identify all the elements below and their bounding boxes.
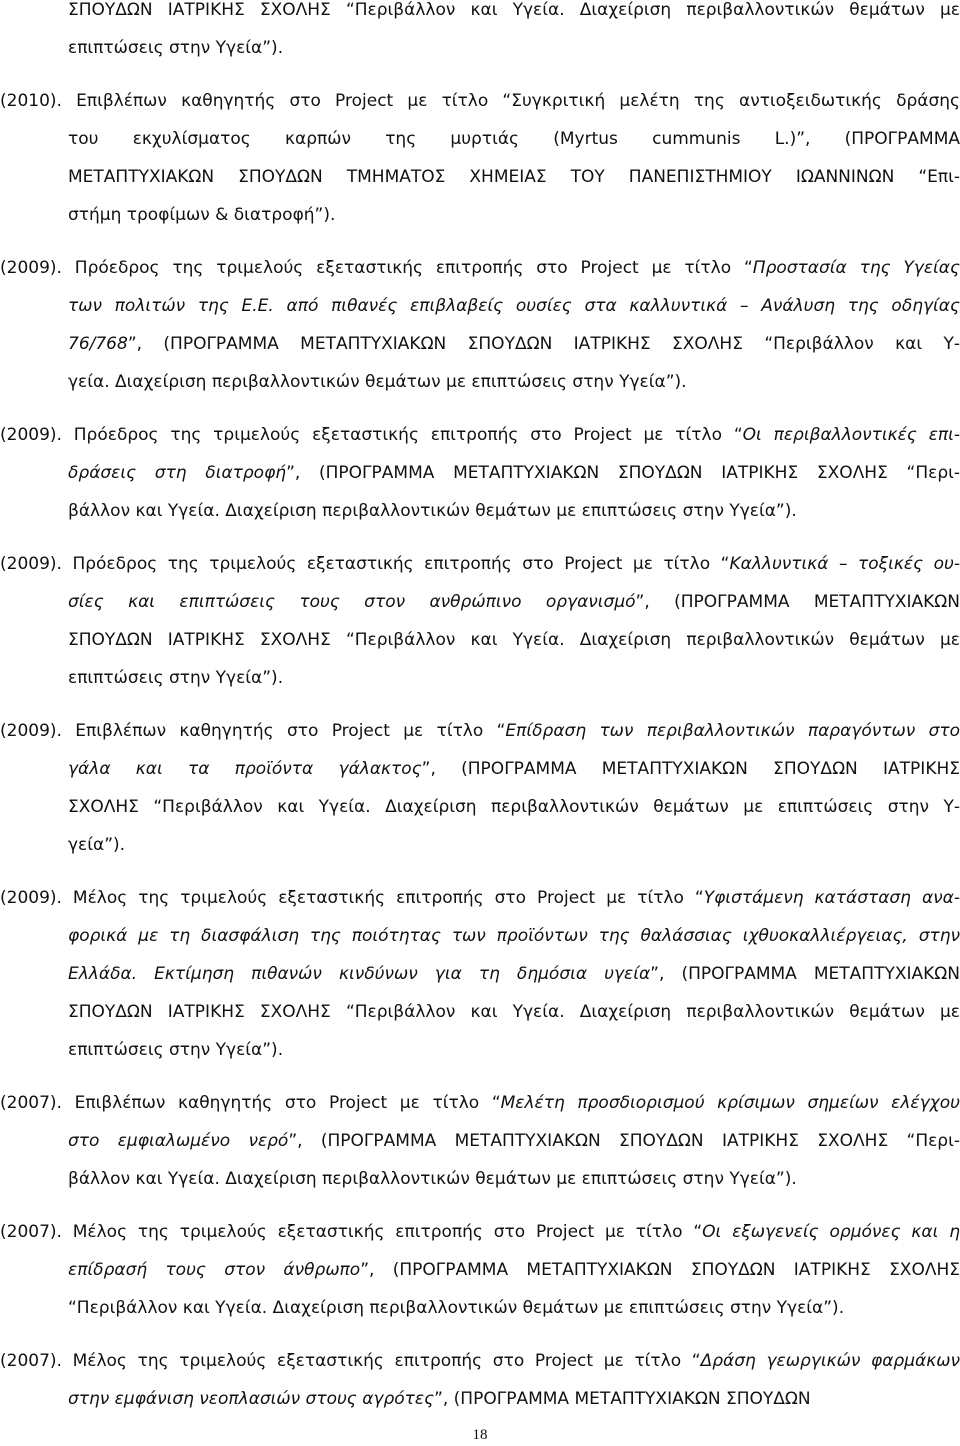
text-line [68,1380,960,1418]
text-line [68,196,960,234]
italic-title-text: Δράση γεωργικών φαρμάκων [700,1351,960,1371]
text-line [68,120,960,158]
text-line [68,363,960,401]
italic-title-text: στην εμφάνιση νεοπλασιών στους αγρότες [68,1389,435,1409]
italic-title-text: των πολιτών της Ε.Ε. από πιθανές επιβλαβείς ουσίες στα καλλυντικά – Ανάλυση της οδηγίας [68,296,960,316]
cv-entry [0,1342,960,1418]
text-run: (2007). Μέλος της τριμελούς εξεταστικής επιτροπής στο Project με τίτλο “ [0,1222,703,1242]
italic-title-text: Επίδραση των περιβαλλοντικών παραγόντων στο [505,721,960,741]
text-run: του εκχυλίσματος καρπών της μυρτιάς (Myrtus cummunis L.)”, (ΠΡΟΓΡΑΜΜΑ [68,129,960,149]
italic-title-text: Ελλάδα. Εκτίμηση πιθανών κινδύνων για τη δημόσια υγεία [68,964,651,984]
cv-entry [0,416,960,530]
text-run: ΜΕΤΑΠΤΥΧΙΑΚΩΝ ΣΠΟΥΔΩΝ ΤΜΗΜΑΤΟΣ ΧΗΜΕΙΑΣ ΤΟΥ ΠΑΝΕΠΙΣΤΗΜΙΟΥ ΙΩΑΝΝΙΝΩΝ “Επι- [68,167,960,187]
text-run: (2010). Επιβλέπων καθηγητής στο Project με τίτλο “Συγκριτική μελέτη της αντιοξειδωτικής δράσης [0,91,960,111]
text-run: “Περιβάλλον και Υγεία. Διαχείριση περιβαλλοντικών θεμάτων με επιπτώσεις στην Υγεία”). [68,1298,845,1318]
text-line [68,621,960,659]
text-line [68,1122,960,1160]
text-run: επιπτώσεις στην Υγεία”). [68,1040,284,1060]
cv-entry [0,879,960,1069]
text-line [68,583,960,621]
cv-entry [0,1213,960,1327]
text-run: ”, (ΠΡΟΓΡΑΜΜΑ ΜΕΤΑΠΤΥΧΙΑΚΩΝ ΣΠΟΥΔΩΝ ΙΑΤΡΙΚΗΣ ΣΧΟΛΗΣ “Περι- [288,1131,960,1151]
text-run: (2009). Πρόεδρος της τριμελούς εξεταστικής επιτροπής στο Project με τίτλο “ [0,258,753,278]
text-run: ΣΠΟΥΔΩΝ ΙΑΤΡΙΚΗΣ ΣΧΟΛΗΣ “Περιβάλλον και Υγεία. Διαχείριση περιβαλλοντικών θεμάτων με [68,630,960,650]
text-line [68,1160,960,1198]
text-run: ”, (ΠΡΟΓΡΑΜΜΑ ΜΕΤΑΠΤΥΧΙΑΚΩΝ ΣΠΟΥΔΩΝ ΙΑΤΡΙΚΗΣ ΣΧΟΛΗΣ “Περιβάλλον και Υ- [127,334,960,354]
text-line [68,750,960,788]
italic-title-text: Καλλυντικά – τοξικές ου- [729,554,960,574]
italic-title-text: 76/768 [68,334,128,354]
text-run: βάλλον και Υγεία. Διαχείριση περιβαλλοντικών θεμάτων με επιπτώσεις στην Υγεία”). [68,501,797,521]
text-line [0,1213,960,1251]
italic-title-text: δράσεις στη διατροφή [68,463,287,483]
text-run: γεία. Διαχείριση περιβαλλοντικών θεμάτων με επιπτώσεις στην Υγεία”). [68,372,687,392]
italic-title-text: φορικά με τη διασφάλιση της ποιότητας των προϊόντων της θαλάσσιας ιχθυοκαλλιέργειας, στην [68,926,960,946]
text-line [0,879,960,917]
text-run: (2007). Επιβλέπων καθηγητής στο Project με τίτλο “ [0,1093,501,1113]
text-line [0,82,960,120]
text-line [0,1084,960,1122]
text-run: ”, (ΠΡΟΓΡΑΜΜΑ ΜΕΤΑΠΤΥΧΙΑΚΩΝ ΣΠΟΥΔΩΝ ΙΑΤΡΙΚΗΣ ΣΧΟΛΗΣ [360,1260,960,1280]
text-line [68,993,960,1031]
italic-title-text: επίδρασή τους στον άνθρωπο [68,1260,361,1280]
cv-entry [0,545,960,697]
italic-title-text: Οι εξωγενείς ορμόνες και η [702,1222,960,1242]
cv-entry [68,0,960,67]
text-line [68,1031,960,1069]
page-number: 18 [472,1427,488,1443]
text-run: ”, (ΠΡΟΓΡΑΜΜΑ ΜΕΤΑΠΤΥΧΙΑΚΩΝ [650,964,960,984]
text-line [68,158,960,196]
italic-title-text: σίες και επιπτώσεις τους στον ανθρώπινο οργανισμό [68,592,636,612]
text-line [68,287,960,325]
text-run: ΣΠΟΥΔΩΝ ΙΑΤΡΙΚΗΣ ΣΧΟΛΗΣ “Περιβάλλον και Υγεία. Διαχείριση περιβαλλοντικών θεμάτων με [68,0,960,20]
text-line [0,712,960,750]
text-line [68,454,960,492]
text-line [0,545,960,583]
text-run: ”, (ΠΡΟΓΡΑΜΜΑ ΜΕΤΑΠΤΥΧΙΑΚΩΝ [635,592,960,612]
cv-entry [0,1084,960,1198]
text-run: ”, (ΠΡΟΓΡΑΜΜΑ ΜΕΤΑΠΤΥΧΙΑΚΩΝ ΣΠΟΥΔΩΝ [434,1389,811,1409]
text-line [0,416,960,454]
italic-title-text: Οι περιβαλλοντικές επι- [742,425,960,445]
cv-entry [0,82,960,234]
text-run: ΣΧΟΛΗΣ “Περιβάλλον και Υγεία. Διαχείριση περιβαλλοντικών θεμάτων με επιπτώσεις στην Υ- [68,797,960,817]
text-line [68,325,960,363]
text-run: (2009). Πρόεδρος της τριμελούς εξεταστικής επιτροπής στο Project με τίτλο “ [0,425,743,445]
italic-title-text: Μελέτη προσδιορισμού κρίσιμων σημείων ελέγχου [500,1093,960,1113]
text-run: ΣΠΟΥΔΩΝ ΙΑΤΡΙΚΗΣ ΣΧΟΛΗΣ “Περιβάλλον και Υγεία. Διαχείριση περιβαλλοντικών θεμάτων με [68,1002,960,1022]
text-line [68,1289,960,1327]
text-run: (2009). Μέλος της τριμελούς εξεταστικής επιτροπής στο Project με τίτλο “ [0,888,704,908]
text-line [68,788,960,826]
text-run: βάλλον και Υγεία. Διαχείριση περιβαλλοντικών θεμάτων με επιπτώσεις στην Υγεία”). [68,1169,797,1189]
text-line [68,29,960,67]
text-run: γεία”). [68,835,126,855]
cv-entry [0,712,960,864]
text-line [68,0,960,29]
text-run: (2009). Επιβλέπων καθηγητής στο Project με τίτλο “ [0,721,506,741]
text-line [0,1342,960,1380]
text-run: επιπτώσεις στην Υγεία”). [68,668,284,688]
text-run: ”, (ΠΡΟΓΡΑΜΜΑ ΜΕΤΑΠΤΥΧΙΑΚΩΝ ΣΠΟΥΔΩΝ ΙΑΤΡΙΚΗΣ ΣΧΟΛΗΣ “Περι- [286,463,960,483]
italic-title-text: γάλα και τα προϊόντα γάλακτος [68,759,422,779]
text-line [68,955,960,993]
text-run: ”, (ΠΡΟΓΡΑΜΜΑ ΜΕΤΑΠΤΥΧΙΑΚΩΝ ΣΠΟΥΔΩΝ ΙΑΤΡΙΚΗΣ [421,759,960,779]
text-line [68,1251,960,1289]
italic-title-text: Προστασία της Υγείας [752,258,960,278]
italic-title-text: Υφιστάμενη κατάσταση ανα- [703,888,960,908]
text-run: στήμη τροφίμων & διατροφή”). [68,205,336,225]
text-line [68,659,960,697]
text-run: (2007). Μέλος της τριμελούς εξεταστικής επιτροπής στο Project με τίτλο “ [0,1351,701,1371]
cv-entry [0,249,960,401]
text-line [68,826,960,864]
italic-title-text: στο εμφιαλωμένο νερό [68,1131,289,1151]
text-run: επιπτώσεις στην Υγεία”). [68,38,284,58]
text-line [0,249,960,287]
text-run: (2009). Πρόεδρος της τριμελούς εξεταστικής επιτροπής στο Project με τίτλο “ [0,554,730,574]
text-line [68,917,960,955]
text-line [68,492,960,530]
